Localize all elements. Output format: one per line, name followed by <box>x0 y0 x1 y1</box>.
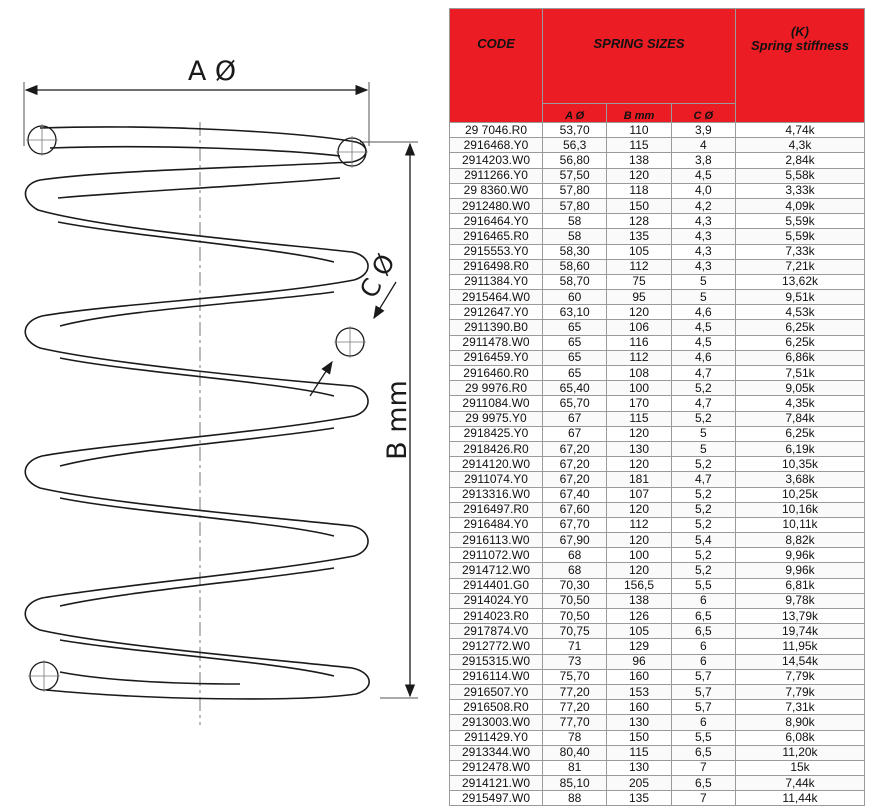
k-cell: 5,58k <box>736 168 865 183</box>
a-cell: 80,40 <box>543 745 607 760</box>
c-dimension-arrow-bottom <box>310 362 332 396</box>
k-cell: 10,11k <box>736 517 865 532</box>
b-cell: 116 <box>607 335 671 350</box>
code-cell: 2914121.W0 <box>450 776 543 791</box>
c-cell: 4,3 <box>671 214 735 229</box>
table-row <box>450 168 865 183</box>
table-body <box>450 123 865 806</box>
c-cell: 6,5 <box>671 609 735 624</box>
k-cell: 4,53k <box>736 305 865 320</box>
table-row <box>450 411 865 426</box>
b-cell: 107 <box>607 487 671 502</box>
code-cell: 2916507.Y0 <box>450 684 543 699</box>
c-cell: 5 <box>671 290 735 305</box>
c-cell: 3,9 <box>671 123 735 138</box>
k-cell: 15k <box>736 760 865 775</box>
c-cell: 4 <box>671 138 735 153</box>
a-cell: 56,3 <box>543 138 607 153</box>
c-cell: 6 <box>671 639 735 654</box>
c-cell: 6,5 <box>671 745 735 760</box>
b-cell: 130 <box>607 441 671 456</box>
table-row <box>450 441 865 456</box>
a-cell: 70,50 <box>543 609 607 624</box>
b-cell: 120 <box>607 457 671 472</box>
a-diameter-label: A Ø <box>187 56 237 87</box>
c-cell: 5,2 <box>671 381 735 396</box>
a-cell: 71 <box>543 639 607 654</box>
table-row <box>450 335 865 350</box>
k-cell: 9,96k <box>736 548 865 563</box>
code-cell: 2911384.Y0 <box>450 274 543 289</box>
a-cell: 65 <box>543 366 607 381</box>
code-cell: 2913003.W0 <box>450 715 543 730</box>
k-cell: 11,20k <box>736 745 865 760</box>
b-cell: 126 <box>607 609 671 624</box>
header-spring-sizes: SPRING SIZES <box>543 9 736 104</box>
c-cell: 4,5 <box>671 168 735 183</box>
c-cell: 5 <box>671 274 735 289</box>
code-cell: 29 9976.R0 <box>450 381 543 396</box>
a-cell: 57,80 <box>543 183 607 198</box>
b-cell: 130 <box>607 715 671 730</box>
table-row <box>450 274 865 289</box>
code-cell: 2916497.R0 <box>450 502 543 517</box>
k-cell: 6,19k <box>736 441 865 456</box>
c-cell: 5,2 <box>671 502 735 517</box>
code-cell: 2911429.Y0 <box>450 730 543 745</box>
k-cell: 2,84k <box>736 153 865 168</box>
table-row <box>450 760 865 775</box>
k-cell: 7,33k <box>736 244 865 259</box>
b-cell: 160 <box>607 700 671 715</box>
b-cell: 112 <box>607 350 671 365</box>
c-cell: 5 <box>671 441 735 456</box>
k-cell: 4,35k <box>736 396 865 411</box>
code-cell: 2914401.G0 <box>450 578 543 593</box>
table-row <box>450 624 865 639</box>
code-cell: 2914024.Y0 <box>450 593 543 608</box>
code-cell: 2911478.W0 <box>450 335 543 350</box>
table-row <box>450 654 865 669</box>
k-cell: 7,21k <box>736 259 865 274</box>
code-cell: 2914712.W0 <box>450 563 543 578</box>
code-cell: 2916508.R0 <box>450 700 543 715</box>
code-cell: 2915553.Y0 <box>450 244 543 259</box>
table-row <box>450 214 865 229</box>
code-cell: 2914203.W0 <box>450 153 543 168</box>
a-cell: 70,30 <box>543 578 607 593</box>
header-k-title: Spring stiffness <box>750 38 849 53</box>
table-row <box>450 593 865 608</box>
k-cell: 3,33k <box>736 183 865 198</box>
table-row <box>450 578 865 593</box>
a-cell: 65 <box>543 320 607 335</box>
code-cell: 2915464.W0 <box>450 290 543 305</box>
table-row <box>450 715 865 730</box>
a-cell: 58,30 <box>543 244 607 259</box>
table-row <box>450 548 865 563</box>
c-cell: 6 <box>671 654 735 669</box>
b-cell: 129 <box>607 639 671 654</box>
code-cell: 2916464.Y0 <box>450 214 543 229</box>
a-cell: 56,80 <box>543 153 607 168</box>
code-cell: 2917874.V0 <box>450 624 543 639</box>
a-cell: 70,50 <box>543 593 607 608</box>
table-row <box>450 517 865 532</box>
wire-sections <box>28 126 366 690</box>
code-cell: 2915497.W0 <box>450 791 543 806</box>
c-cell: 4,6 <box>671 350 735 365</box>
code-cell: 2916114.W0 <box>450 669 543 684</box>
code-cell: 2916498.R0 <box>450 259 543 274</box>
a-cell: 67,70 <box>543 517 607 532</box>
b-cell: 118 <box>607 183 671 198</box>
table-row <box>450 776 865 791</box>
code-cell: 2911390.B0 <box>450 320 543 335</box>
b-cell: 105 <box>607 624 671 639</box>
c-cell: 4,3 <box>671 229 735 244</box>
a-cell: 65 <box>543 350 607 365</box>
k-cell: 8,90k <box>736 715 865 730</box>
b-cell: 205 <box>607 776 671 791</box>
k-cell: 9,05k <box>736 381 865 396</box>
k-cell: 9,96k <box>736 563 865 578</box>
code-cell: 2918425.Y0 <box>450 426 543 441</box>
b-cell: 115 <box>607 745 671 760</box>
code-cell: 2914023.R0 <box>450 609 543 624</box>
k-cell: 7,79k <box>736 669 865 684</box>
b-cell: 96 <box>607 654 671 669</box>
code-cell: 29 8360.W0 <box>450 183 543 198</box>
b-cell: 105 <box>607 244 671 259</box>
c-cell: 3,8 <box>671 153 735 168</box>
b-cell: 100 <box>607 548 671 563</box>
table-row <box>450 381 865 396</box>
c-cell: 5,7 <box>671 684 735 699</box>
a-cell: 85,10 <box>543 776 607 791</box>
c-cell: 6,5 <box>671 776 735 791</box>
a-cell: 67 <box>543 426 607 441</box>
k-cell: 4,3k <box>736 138 865 153</box>
code-cell: 2916484.Y0 <box>450 517 543 532</box>
a-cell: 58,60 <box>543 259 607 274</box>
b-cell: 115 <box>607 138 671 153</box>
code-cell: 2915315.W0 <box>450 654 543 669</box>
c-cell: 5,2 <box>671 517 735 532</box>
code-cell: 2911072.W0 <box>450 548 543 563</box>
k-cell: 13,62k <box>736 274 865 289</box>
a-cell: 65,70 <box>543 396 607 411</box>
b-cell: 135 <box>607 229 671 244</box>
b-cell: 120 <box>607 305 671 320</box>
code-cell: 2916113.W0 <box>450 533 543 548</box>
b-cell: 120 <box>607 168 671 183</box>
b-cell: 112 <box>607 517 671 532</box>
a-cell: 58,70 <box>543 274 607 289</box>
b-cell: 115 <box>607 411 671 426</box>
k-cell: 14,54k <box>736 654 865 669</box>
k-cell: 8,82k <box>736 533 865 548</box>
k-cell: 11,44k <box>736 791 865 806</box>
b-cell: 100 <box>607 381 671 396</box>
c-cell: 4,5 <box>671 320 735 335</box>
table-row <box>450 183 865 198</box>
code-cell: 2918426.R0 <box>450 441 543 456</box>
b-cell: 130 <box>607 760 671 775</box>
b-cell: 95 <box>607 290 671 305</box>
table-row <box>450 745 865 760</box>
table-row <box>450 487 865 502</box>
k-cell: 6,25k <box>736 426 865 441</box>
b-cell: 112 <box>607 259 671 274</box>
table-row <box>450 305 865 320</box>
a-cell: 67,20 <box>543 472 607 487</box>
a-cell: 65,40 <box>543 381 607 396</box>
table-row <box>450 198 865 213</box>
table-row <box>450 684 865 699</box>
spring-coils <box>25 127 369 699</box>
k-cell: 7,44k <box>736 776 865 791</box>
k-cell: 7,31k <box>736 700 865 715</box>
b-cell: 156,5 <box>607 578 671 593</box>
table-row <box>450 153 865 168</box>
code-cell: 2913344.W0 <box>450 745 543 760</box>
code-cell: 29 9975.Y0 <box>450 411 543 426</box>
header-col-a: A Ø <box>543 104 607 123</box>
header-k-symbol: (K) <box>790 24 810 39</box>
k-cell: 6,25k <box>736 335 865 350</box>
a-cell: 67 <box>543 411 607 426</box>
b-cell: 75 <box>607 274 671 289</box>
a-cell: 67,90 <box>543 533 607 548</box>
table-row <box>450 639 865 654</box>
b-cell: 160 <box>607 669 671 684</box>
k-cell: 7,84k <box>736 411 865 426</box>
c-cell: 7 <box>671 760 735 775</box>
a-cell: 58 <box>543 214 607 229</box>
header-spring-stiffness <box>736 9 865 123</box>
b-cell: 135 <box>607 791 671 806</box>
k-cell: 10,16k <box>736 502 865 517</box>
code-cell: 2911084.W0 <box>450 396 543 411</box>
b-cell: 153 <box>607 684 671 699</box>
c-cell: 4,0 <box>671 183 735 198</box>
c-cell: 5,2 <box>671 457 735 472</box>
k-cell: 7,79k <box>736 684 865 699</box>
k-cell: 5,59k <box>736 214 865 229</box>
table-row <box>450 290 865 305</box>
table-row <box>450 244 865 259</box>
code-cell: 2916465.R0 <box>450 229 543 244</box>
header-col-b: B mm <box>607 104 671 123</box>
code-cell: 2916460.R0 <box>450 366 543 381</box>
code-cell: 2911266.Y0 <box>450 168 543 183</box>
k-cell: 3,68k <box>736 472 865 487</box>
wire-section-crosshairs <box>26 124 368 692</box>
k-cell: 10,35k <box>736 457 865 472</box>
k-cell: 6,81k <box>736 578 865 593</box>
a-cell: 60 <box>543 290 607 305</box>
c-cell: 4,3 <box>671 259 735 274</box>
c-cell: 6,5 <box>671 624 735 639</box>
table-row <box>450 396 865 411</box>
b-cell: 138 <box>607 153 671 168</box>
a-cell: 77,20 <box>543 684 607 699</box>
a-cell: 68 <box>543 563 607 578</box>
table-row <box>450 350 865 365</box>
k-cell: 6,08k <box>736 730 865 745</box>
k-cell: 13,79k <box>736 609 865 624</box>
a-cell: 67,40 <box>543 487 607 502</box>
code-cell: 2911074.Y0 <box>450 472 543 487</box>
k-cell: 9,51k <box>736 290 865 305</box>
c-cell: 5,2 <box>671 563 735 578</box>
header-col-c: C Ø <box>671 104 735 123</box>
table-row <box>450 502 865 517</box>
a-cell: 78 <box>543 730 607 745</box>
c-diameter-label: C Ø <box>354 249 401 303</box>
code-cell: 2916459.Y0 <box>450 350 543 365</box>
b-cell: 120 <box>607 563 671 578</box>
table-row <box>450 563 865 578</box>
table-row <box>450 320 865 335</box>
a-cell: 75,70 <box>543 669 607 684</box>
a-cell: 77,20 <box>543 700 607 715</box>
code-cell: 2912478.W0 <box>450 760 543 775</box>
code-cell: 2913316.W0 <box>450 487 543 502</box>
a-cell: 68 <box>543 548 607 563</box>
c-cell: 5,5 <box>671 578 735 593</box>
c-cell: 4,7 <box>671 396 735 411</box>
table-row <box>450 457 865 472</box>
k-cell: 6,25k <box>736 320 865 335</box>
table-row <box>450 426 865 441</box>
table-row <box>450 366 865 381</box>
a-cell: 77,70 <box>543 715 607 730</box>
k-cell: 11,95k <box>736 639 865 654</box>
b-length-label: B mm <box>382 380 413 460</box>
table-row <box>450 138 865 153</box>
a-cell: 57,50 <box>543 168 607 183</box>
b-cell: 106 <box>607 320 671 335</box>
c-cell: 6 <box>671 715 735 730</box>
a-cell: 70,75 <box>543 624 607 639</box>
code-cell: 2916468.Y0 <box>450 138 543 153</box>
b-cell: 128 <box>607 214 671 229</box>
b-cell: 110 <box>607 123 671 138</box>
a-cell: 53,70 <box>543 123 607 138</box>
c-cell: 5,7 <box>671 669 735 684</box>
a-cell: 57,80 <box>543 198 607 213</box>
b-cell: 120 <box>607 533 671 548</box>
c-cell: 5,7 <box>671 700 735 715</box>
table-row <box>450 609 865 624</box>
table-row <box>450 669 865 684</box>
c-cell: 5,2 <box>671 411 735 426</box>
k-cell: 19,74k <box>736 624 865 639</box>
c-cell: 5,2 <box>671 548 735 563</box>
code-cell: 2912480.W0 <box>450 198 543 213</box>
table-row <box>450 700 865 715</box>
code-cell: 2912647.Y0 <box>450 305 543 320</box>
c-cell: 5,4 <box>671 533 735 548</box>
table-row <box>450 259 865 274</box>
k-cell: 6,86k <box>736 350 865 365</box>
table-row <box>450 472 865 487</box>
b-cell: 138 <box>607 593 671 608</box>
a-cell: 58 <box>543 229 607 244</box>
k-cell: 4,74k <box>736 123 865 138</box>
table-row <box>450 791 865 806</box>
a-cell: 67,20 <box>543 457 607 472</box>
table-row <box>450 123 865 138</box>
code-cell: 29 7046.R0 <box>450 123 543 138</box>
c-cell: 4,6 <box>671 305 735 320</box>
b-cell: 150 <box>607 198 671 213</box>
k-cell: 10,25k <box>736 487 865 502</box>
b-cell: 170 <box>607 396 671 411</box>
table-row <box>450 229 865 244</box>
k-cell: 4,09k <box>736 198 865 213</box>
spring-drawing <box>0 0 440 789</box>
c-cell: 4,3 <box>671 244 735 259</box>
a-cell: 88 <box>543 791 607 806</box>
a-cell: 81 <box>543 760 607 775</box>
a-cell: 73 <box>543 654 607 669</box>
k-cell: 9,78k <box>736 593 865 608</box>
k-cell: 5,59k <box>736 229 865 244</box>
c-cell: 4,7 <box>671 366 735 381</box>
c-cell: 5 <box>671 426 735 441</box>
c-cell: 7 <box>671 791 735 806</box>
code-cell: 2912772.W0 <box>450 639 543 654</box>
spring-spec-table <box>449 8 865 806</box>
b-cell: 120 <box>607 426 671 441</box>
a-cell: 67,60 <box>543 502 607 517</box>
a-cell: 67,20 <box>543 441 607 456</box>
b-cell: 181 <box>607 472 671 487</box>
c-cell: 6 <box>671 593 735 608</box>
c-cell: 4,7 <box>671 472 735 487</box>
b-cell: 120 <box>607 502 671 517</box>
table-row <box>450 533 865 548</box>
k-cell: 7,51k <box>736 366 865 381</box>
c-cell: 5,2 <box>671 487 735 502</box>
c-cell: 4,2 <box>671 198 735 213</box>
code-cell: 2914120.W0 <box>450 457 543 472</box>
header-code: CODE <box>450 9 543 123</box>
b-cell: 108 <box>607 366 671 381</box>
c-cell: 5,5 <box>671 730 735 745</box>
a-cell: 63,10 <box>543 305 607 320</box>
b-cell: 150 <box>607 730 671 745</box>
table-row <box>450 730 865 745</box>
a-cell: 65 <box>543 335 607 350</box>
c-cell: 4,5 <box>671 335 735 350</box>
